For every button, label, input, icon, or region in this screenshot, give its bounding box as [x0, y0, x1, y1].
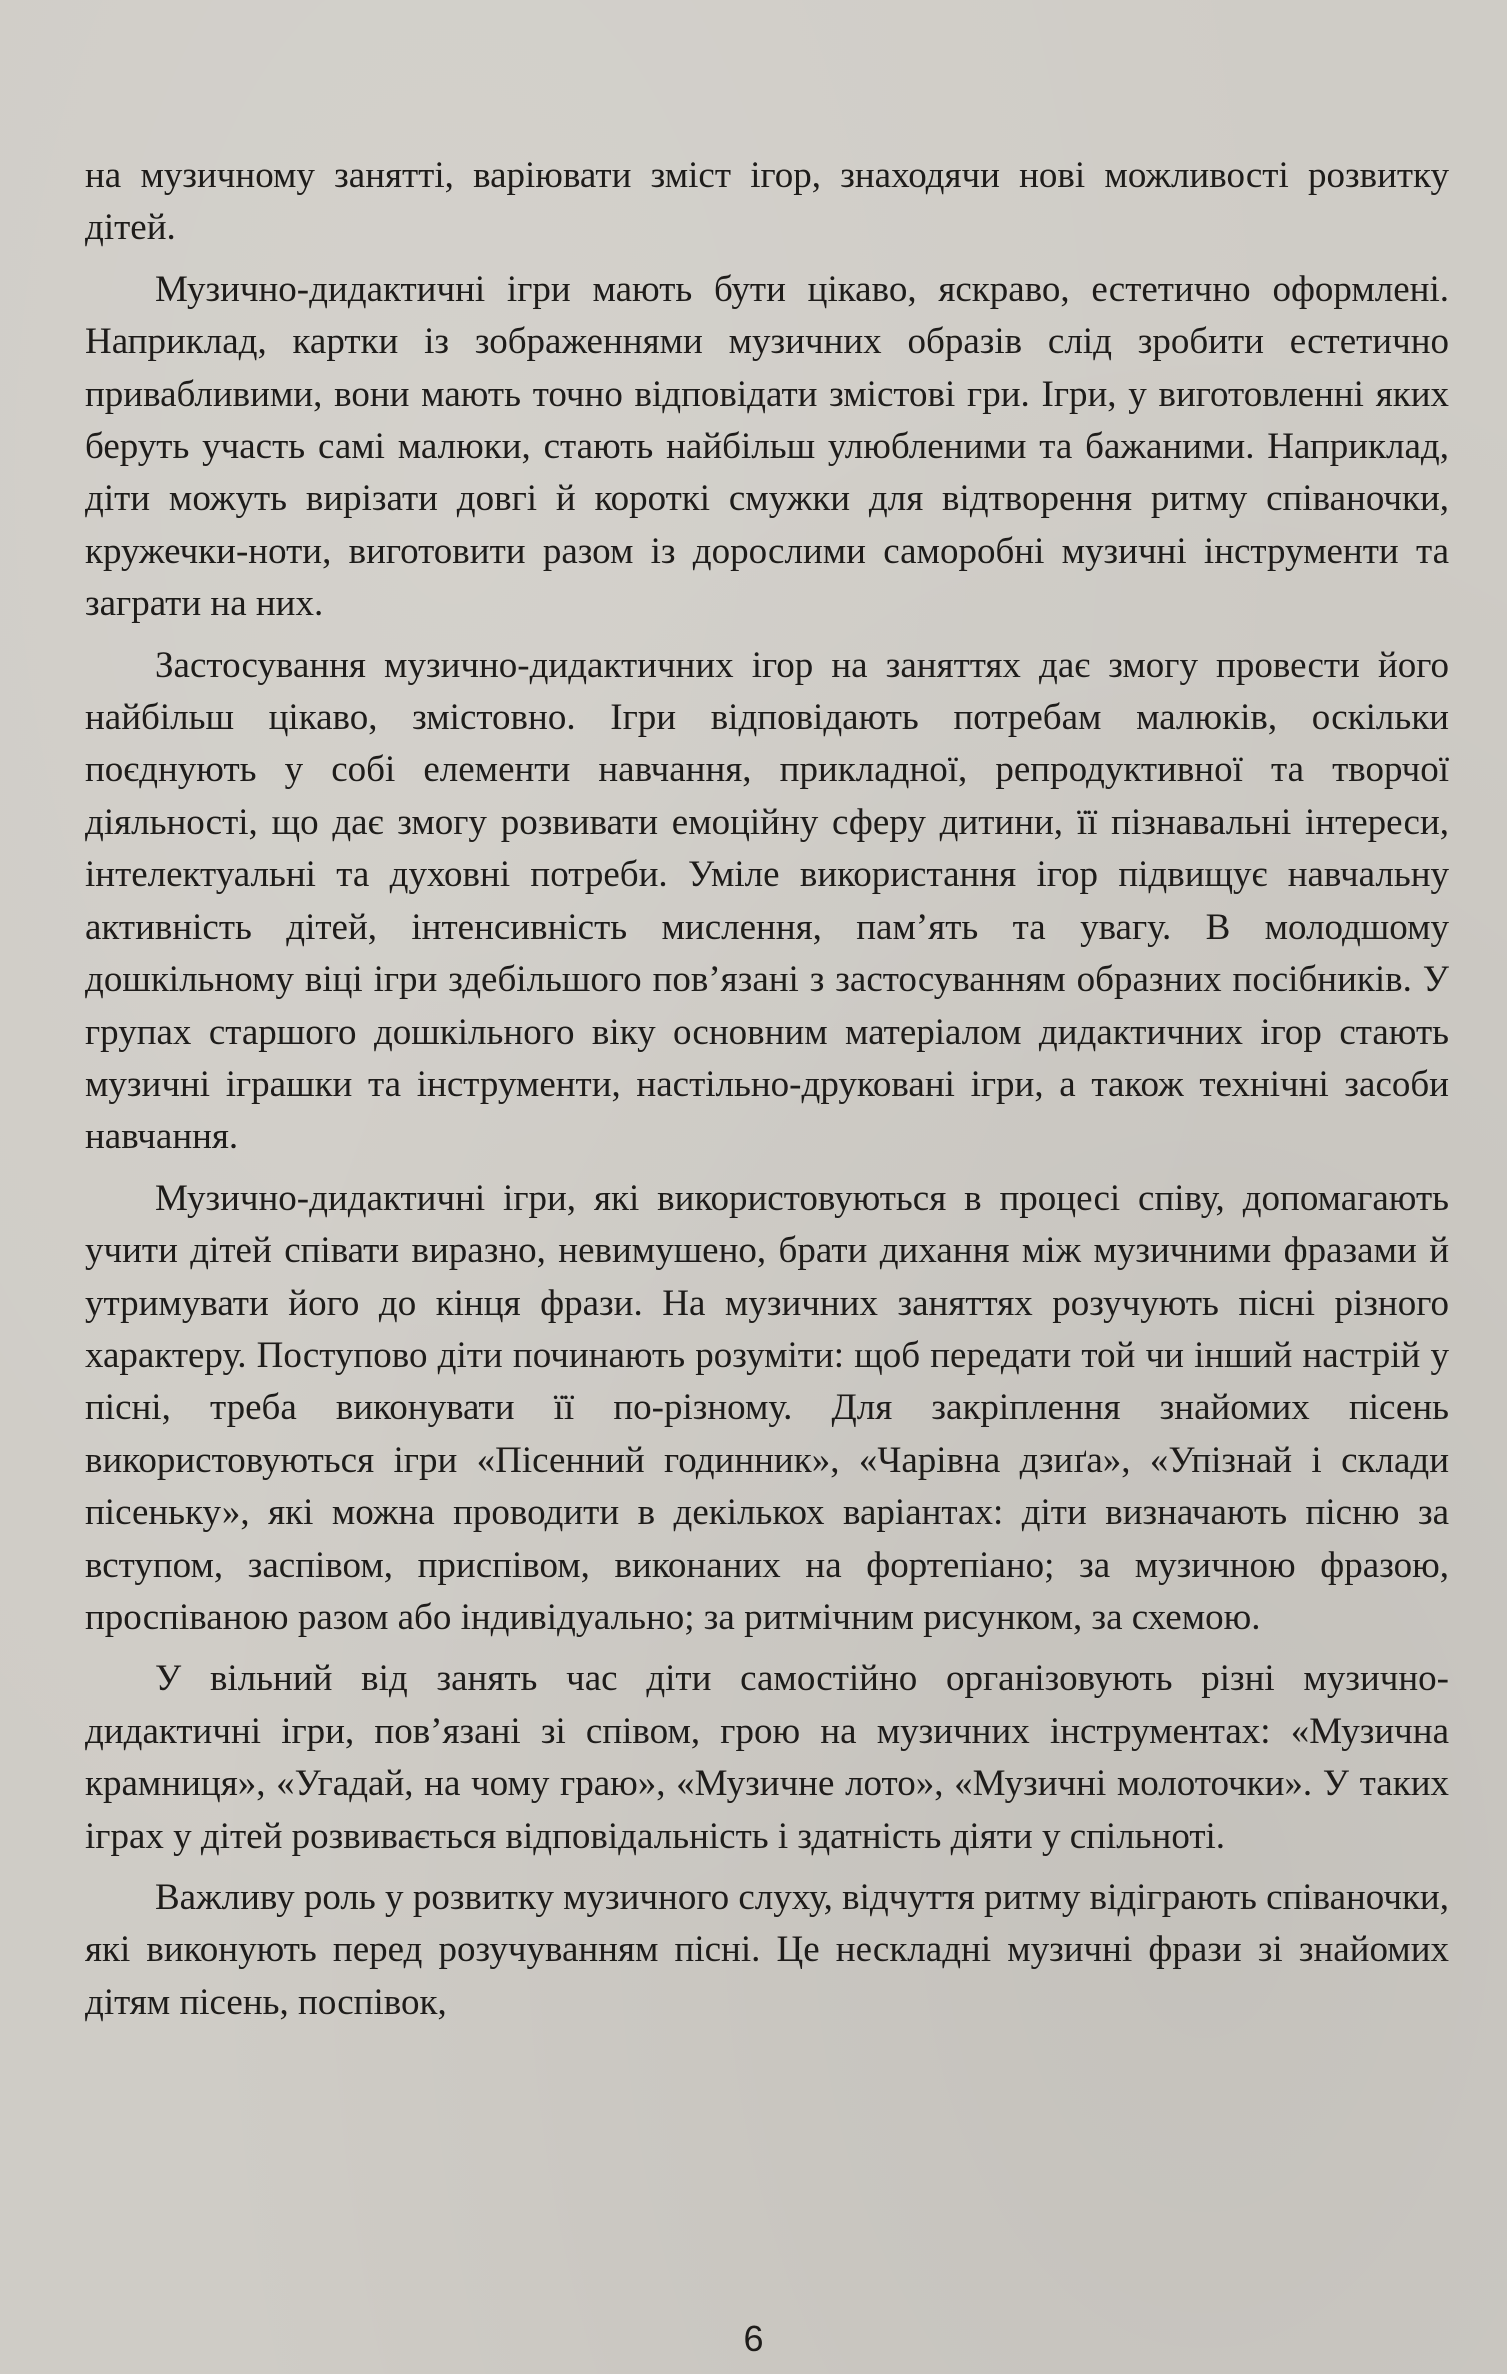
- page-number: 6: [743, 2318, 764, 2359]
- paragraph-design-of-games: Музично-дидактичні ігри мають бути цікаво, яскраво, естетично оформлені. Наприклад, картки із зображеннями музичних образів слід зробити естетично привабливими, вони мають точно відповідати змістові гри. Ігри, у виготовленні яких беруть участь самі малюки, стають найбільш улюбленими та бажаними. Наприклад, діти можуть вирізати довгі й короткі смужки для відтворення ритму співаночки, кружечки-ноти, виготовити разом із дорослими саморобні музичні інструменти та заграти на них.: [85, 268, 1449, 625]
- paragraph-free-time-games: У вільний від занять час діти самостійно організовують різні музично-дидактичні ігри, пов’язані зі співом, грою на музичних інструментах: «Музична крамниця», «Угадай, на чому граю», «Музичне лото», «Музичні молоточки». У таких іграх у дітей розвивається відповідальність і здатність діяти у спільноті.: [85, 1658, 1449, 1857]
- paragraph-singing-songs: Важливу роль у розвитку музичного слуху, відчуття ритму відіграють співаночки, які виконують перед розучуванням пісні. Це нескладні музичні фрази зі знайомих дітям пісень, поспівок,: [85, 1877, 1449, 2023]
- page-body: [85, 150, 1449, 2029]
- paragraph-singing-games: Музично-дидактичні ігри, які використовуються в процесі співу, допомагають учити дітей співати виразно, невимушено, брати дихання між музичними фразами й утримувати його до кінця фрази. На музичних заняттях розучують пісні різного характеру. Поступово діти починають розуміти: щоб передати той чи інший настрій у пісні, треба виконувати її по-різному. Для закріплення знайомих пісень використовуються ігри «Пісенний годинник», «Чарівна дзиґа», «Упізнай і склади пісеньку», які можна проводити в декількох варіантах: діти визначають пісню за вступом, заспівом, приспівом, виконаних на фортепіано; за музичною фразою, проспіваною разом або індивідуально; за ритмічним рисунком, за схемою.: [85, 1177, 1449, 1638]
- paragraph-use-in-lessons: Застосування музично-дидактичних ігор на заняттях дає змогу провести його найбільш цікаво, змістовно. Ігри відповідають потребам малюків, оскільки поєднують у собі елементи навчання, прикладної, репродуктивної та творчої діяльності, що дає змогу розвивати емоційну сферу дитини, її пізнавальні інтереси, інтелектуальні та духовні потреби. Уміле використання ігор підвищує навчальну активність дітей, інтенсивність мислення, пам’ять та увагу. В молодшому дошкільному віці ігри здебільшого пов’язані з застосуванням образних посібників. У групах старшого дошкільного віку основним матеріалом дидактичних ігор стають музичні іграшки та інструменти, настільно-друковані ігри, а також технічні засоби навчання.: [85, 644, 1449, 1158]
- paragraph-continuation: на музичному занятті, варіювати зміст ігор, знаходячи нові можливості розвитку дітей.: [85, 155, 1449, 249]
